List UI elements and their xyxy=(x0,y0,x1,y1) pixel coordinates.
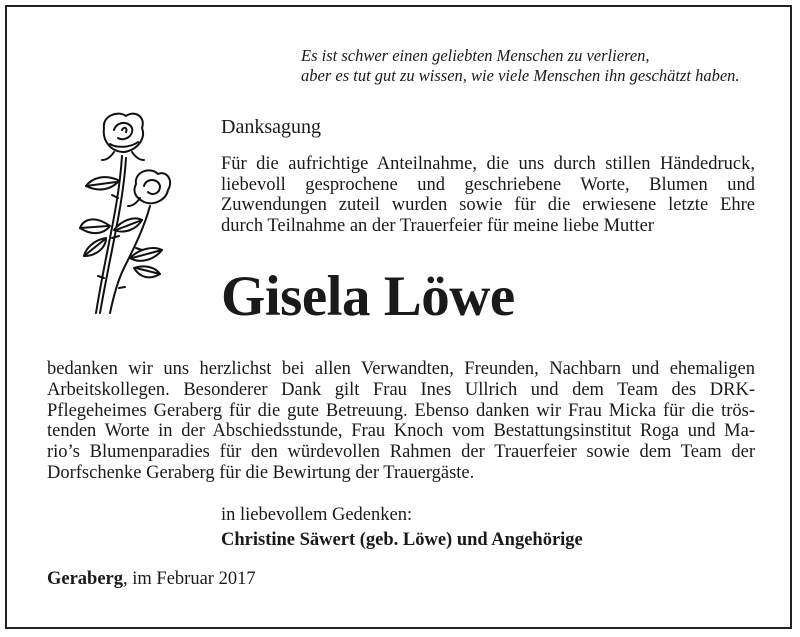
motto-quote xyxy=(301,46,771,86)
thanks-title: Danksagung xyxy=(221,116,321,138)
place-name: Geraberg xyxy=(47,569,124,589)
body-paragraph xyxy=(47,359,755,484)
place-date xyxy=(47,569,256,590)
intro-paragraph xyxy=(221,154,755,237)
date-text: , im Februar 2017 xyxy=(123,569,256,589)
rose-illustration xyxy=(74,108,184,318)
body-line: Pflegeheimes Geraberg für die gute Betreuung. Ebenso danken wir Frau Micka für die trös- xyxy=(47,400,755,421)
intro-line: Für die aufrichtige Anteilnahme, die uns durch stillen Händedruck, xyxy=(221,154,755,174)
signers: Christine Säwert (geb. Löwe) und Angehörige xyxy=(221,530,583,550)
motto-line-1: Es ist schwer einen geliebten Menschen zu verlieren, xyxy=(301,46,650,65)
intro-line: durch Teilnahme an der Trauerfeier für meine liebe Mutter xyxy=(221,216,654,237)
motto-line-2: aber es tut gut zu wissen, wie viele Menschen ihn geschätzt haben. xyxy=(301,66,740,85)
intro-line: liebevoll gesprochene und geschriebene Worte, Blumen und xyxy=(221,174,755,195)
intro-line: Zuwendungen zuteil wurden sowie für die erwiesene letzte Ehre xyxy=(221,195,755,216)
body-line: tenden Worte in der Abschiedsstunde, Frau Knoch vom Bestattungsinstitut Roga und Ma- xyxy=(47,421,755,442)
body-line: rio’s Blumenparadies für den würdevollen Rahmen der Trauerfeier sowie dem Team der xyxy=(47,442,755,463)
body-line: Dorfschenke Geraberg für die Bewirtung der Trauergäste. xyxy=(47,462,475,483)
body-line: bedanken wir uns herzlichst bei allen Verwandten, Freunden, Nachbarn und ehemaligen xyxy=(47,359,755,379)
memory-line: in liebevollem Gedenken: xyxy=(221,505,413,525)
body-line: Arbeitskollegen. Besonderer Dank gilt Frau Ines Ullrich und dem Team des DRK- xyxy=(47,379,755,400)
deceased-name: Gisela Löwe xyxy=(221,265,515,328)
